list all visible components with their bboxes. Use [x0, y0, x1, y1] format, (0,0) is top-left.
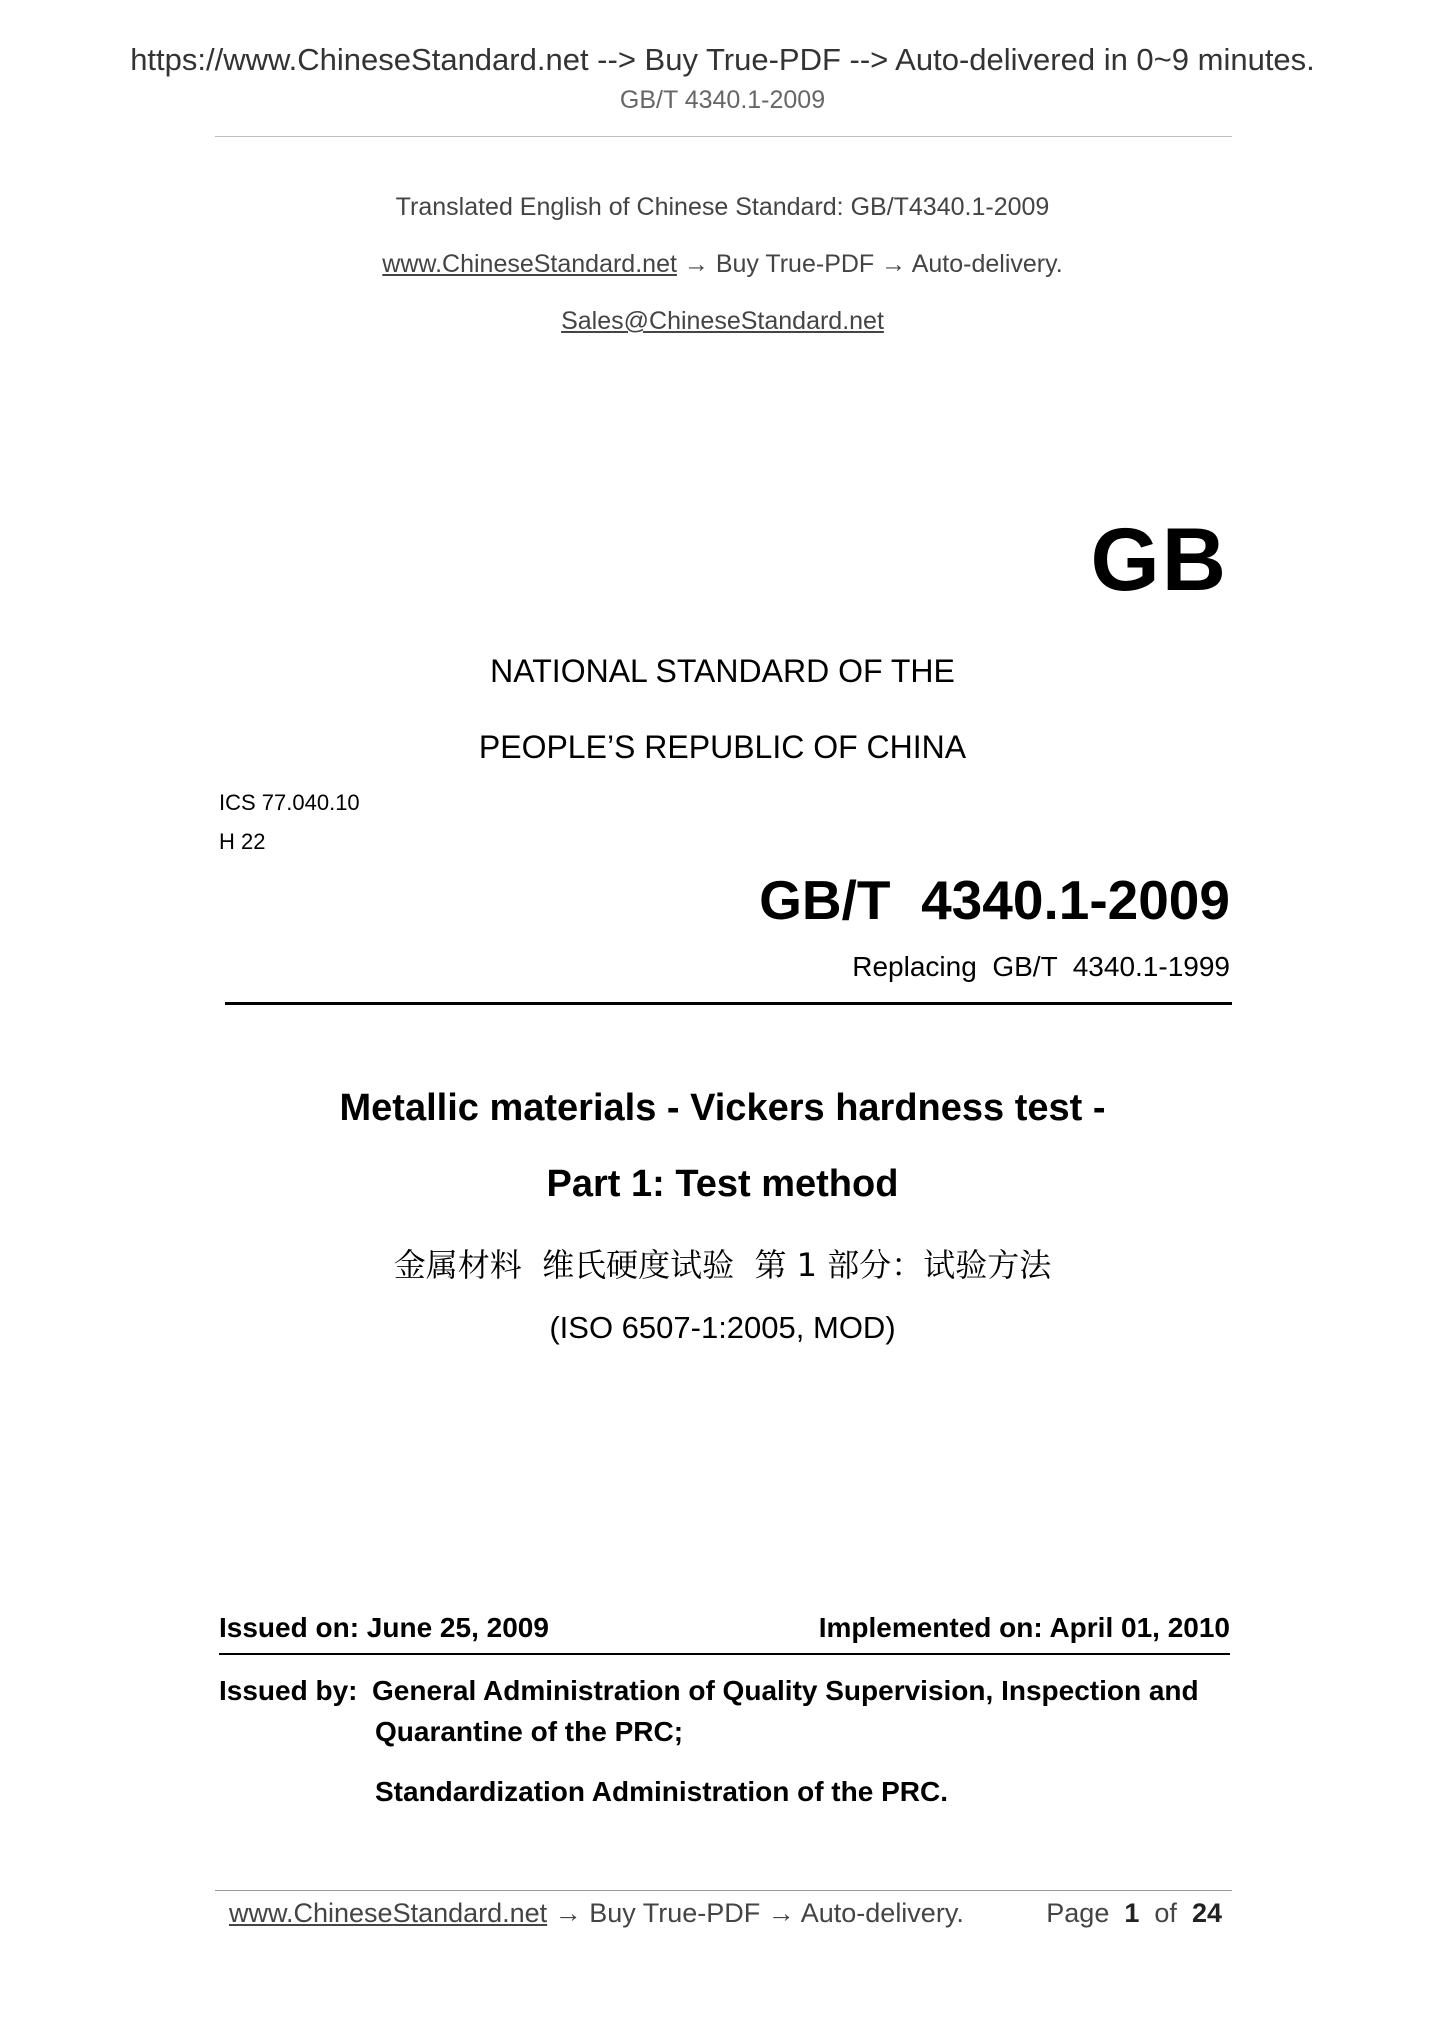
footer-buy-line [229, 1898, 964, 1929]
gb-mark: GB [1090, 509, 1228, 609]
sales-email-link[interactable]: Sales@ChineseStandard.net [561, 307, 884, 335]
issuer-2: Standardization Administration of the PRC. [375, 1776, 948, 1807]
iso-reference: (ISO 6507-1:2005, MOD) [549, 1310, 896, 1345]
footer-divider [215, 1890, 1232, 1891]
national-standard-line2: PEOPLE’S REPUBLIC OF CHINA [478, 729, 967, 765]
translated-notice: Translated English of Chinese Standard: GB/T4340.1-2009 [395, 193, 1050, 221]
page-indicator [1046, 1898, 1222, 1929]
buy-line [0, 250, 1445, 279]
issue-divider [219, 1653, 1230, 1655]
title-english-line2: Part 1: Test method [546, 1163, 899, 1205]
ccs-code: H 22 [219, 829, 266, 854]
replacing-standard: Replacing GB/T 4340.1-1999 [852, 951, 1230, 982]
page-total: 24 [1191, 1898, 1222, 1928]
page-label: Page [1046, 1898, 1110, 1928]
sales-line [0, 307, 1445, 336]
issued-on-date: Issued on: June 25, 2009 [219, 1612, 549, 1643]
issued-by-label: Issued by: [219, 1675, 358, 1706]
national-standard-line1: NATIONAL STANDARD OF THE [490, 653, 955, 689]
footer-site-link[interactable]: www.ChineseStandard.net [229, 1898, 548, 1928]
issuer-1-line2: Quarantine of the PRC; [375, 1716, 684, 1747]
page-of: of [1154, 1898, 1177, 1928]
issuer-1-line1: General Administration of Quality Supervision, Inspection and [372, 1675, 1199, 1706]
buy-text: → Buy True-PDF → Auto-delivery. [676, 250, 1063, 278]
implemented-on-date: Implemented on: April 01, 2010 [818, 1612, 1230, 1643]
header-banner: https://www.ChineseStandard.net --> Buy True-PDF --> Auto-delivered in 0~9 minutes. [130, 42, 1315, 77]
title-divider [225, 1002, 1232, 1005]
header-doc-id: GB/T 4340.1-2009 [619, 86, 826, 114]
title-english-line1: Metallic materials - Vickers hardness test - [339, 1087, 1106, 1129]
title-chinese: 金属材料 维氏硬度试验 第 1 部分：试验方法 [393, 1246, 1052, 1284]
ics-code: ICS 77.040.10 [219, 790, 360, 815]
page-current: 1 [1124, 1898, 1140, 1928]
site-link[interactable]: www.ChineseStandard.net [382, 250, 677, 278]
standard-number: GB/T 4340.1-2009 [759, 869, 1230, 931]
footer-buy-text: → Buy True-PDF → Auto-delivery. [547, 1898, 964, 1928]
header-divider [215, 136, 1232, 137]
